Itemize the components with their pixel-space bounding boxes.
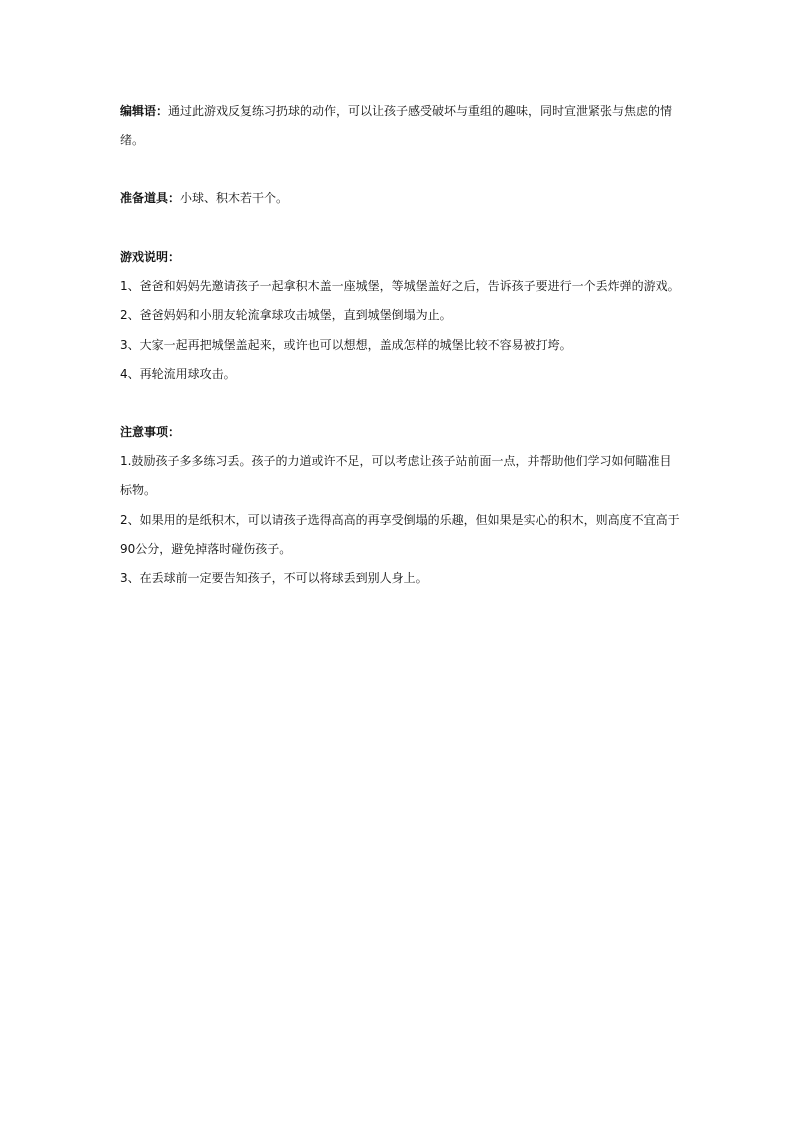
intro-paragraph-line-1 — [120, 103, 680, 119]
note-item-2-line-1: 2、如果用的是纸积木，可以请孩子选得高高的再享受倒塌的乐趣，但如果是实心的积木，则高度不宜高于 — [120, 513, 680, 527]
instruction-item-3: 3、大家一起再把城堡盖起来，或许也可以想想，盖成怎样的城堡比较不容易被打垮。 — [120, 338, 572, 352]
intro-paragraph-line-2 — [120, 132, 680, 148]
props-paragraph — [120, 190, 680, 206]
instruction-item-4: 4、再轮流用球攻击。 — [120, 367, 236, 381]
instruction-item-1: 1、爸爸和妈妈先邀请孩子一起拿积木盖一座城堡，等城堡盖好之后，告诉孩子要进行一个丢炸弹的游戏。 — [120, 279, 680, 293]
intro-text-line-1: 通过此游戏反复练习扔球的动作，可以让孩子感受破坏与重组的趣味，同时宣泄紧张与焦虑的情 — [168, 104, 673, 118]
note-item-3: 3、在丢球前一定要告知孩子，不可以将球丢到别人身上。 — [120, 571, 428, 585]
note-item-1-line-1: 1.鼓励孩子多多练习丢。孩子的力道或许不足，可以考虑让孩子站前面一点，并帮助他们学习如何瞄准目 — [120, 454, 672, 468]
intro-label: 编辑语： — [120, 104, 169, 118]
props-text: 小球、积木若干个。 — [180, 191, 289, 205]
intro-text-line-2: 绪。 — [120, 133, 145, 147]
note-item-1-line-2: 标物。 — [120, 483, 157, 497]
instruction-item-2: 2、爸爸妈妈和小朋友轮流拿球攻击城堡，直到城堡倒塌为止。 — [120, 308, 452, 322]
instructions-heading: 游戏说明： — [120, 250, 181, 264]
props-label: 准备道具： — [120, 191, 181, 205]
note-item-2-line-2: 90公分，避免掉落时碰伤孩子。 — [120, 542, 292, 556]
notes-heading: 注意事项： — [120, 425, 181, 439]
